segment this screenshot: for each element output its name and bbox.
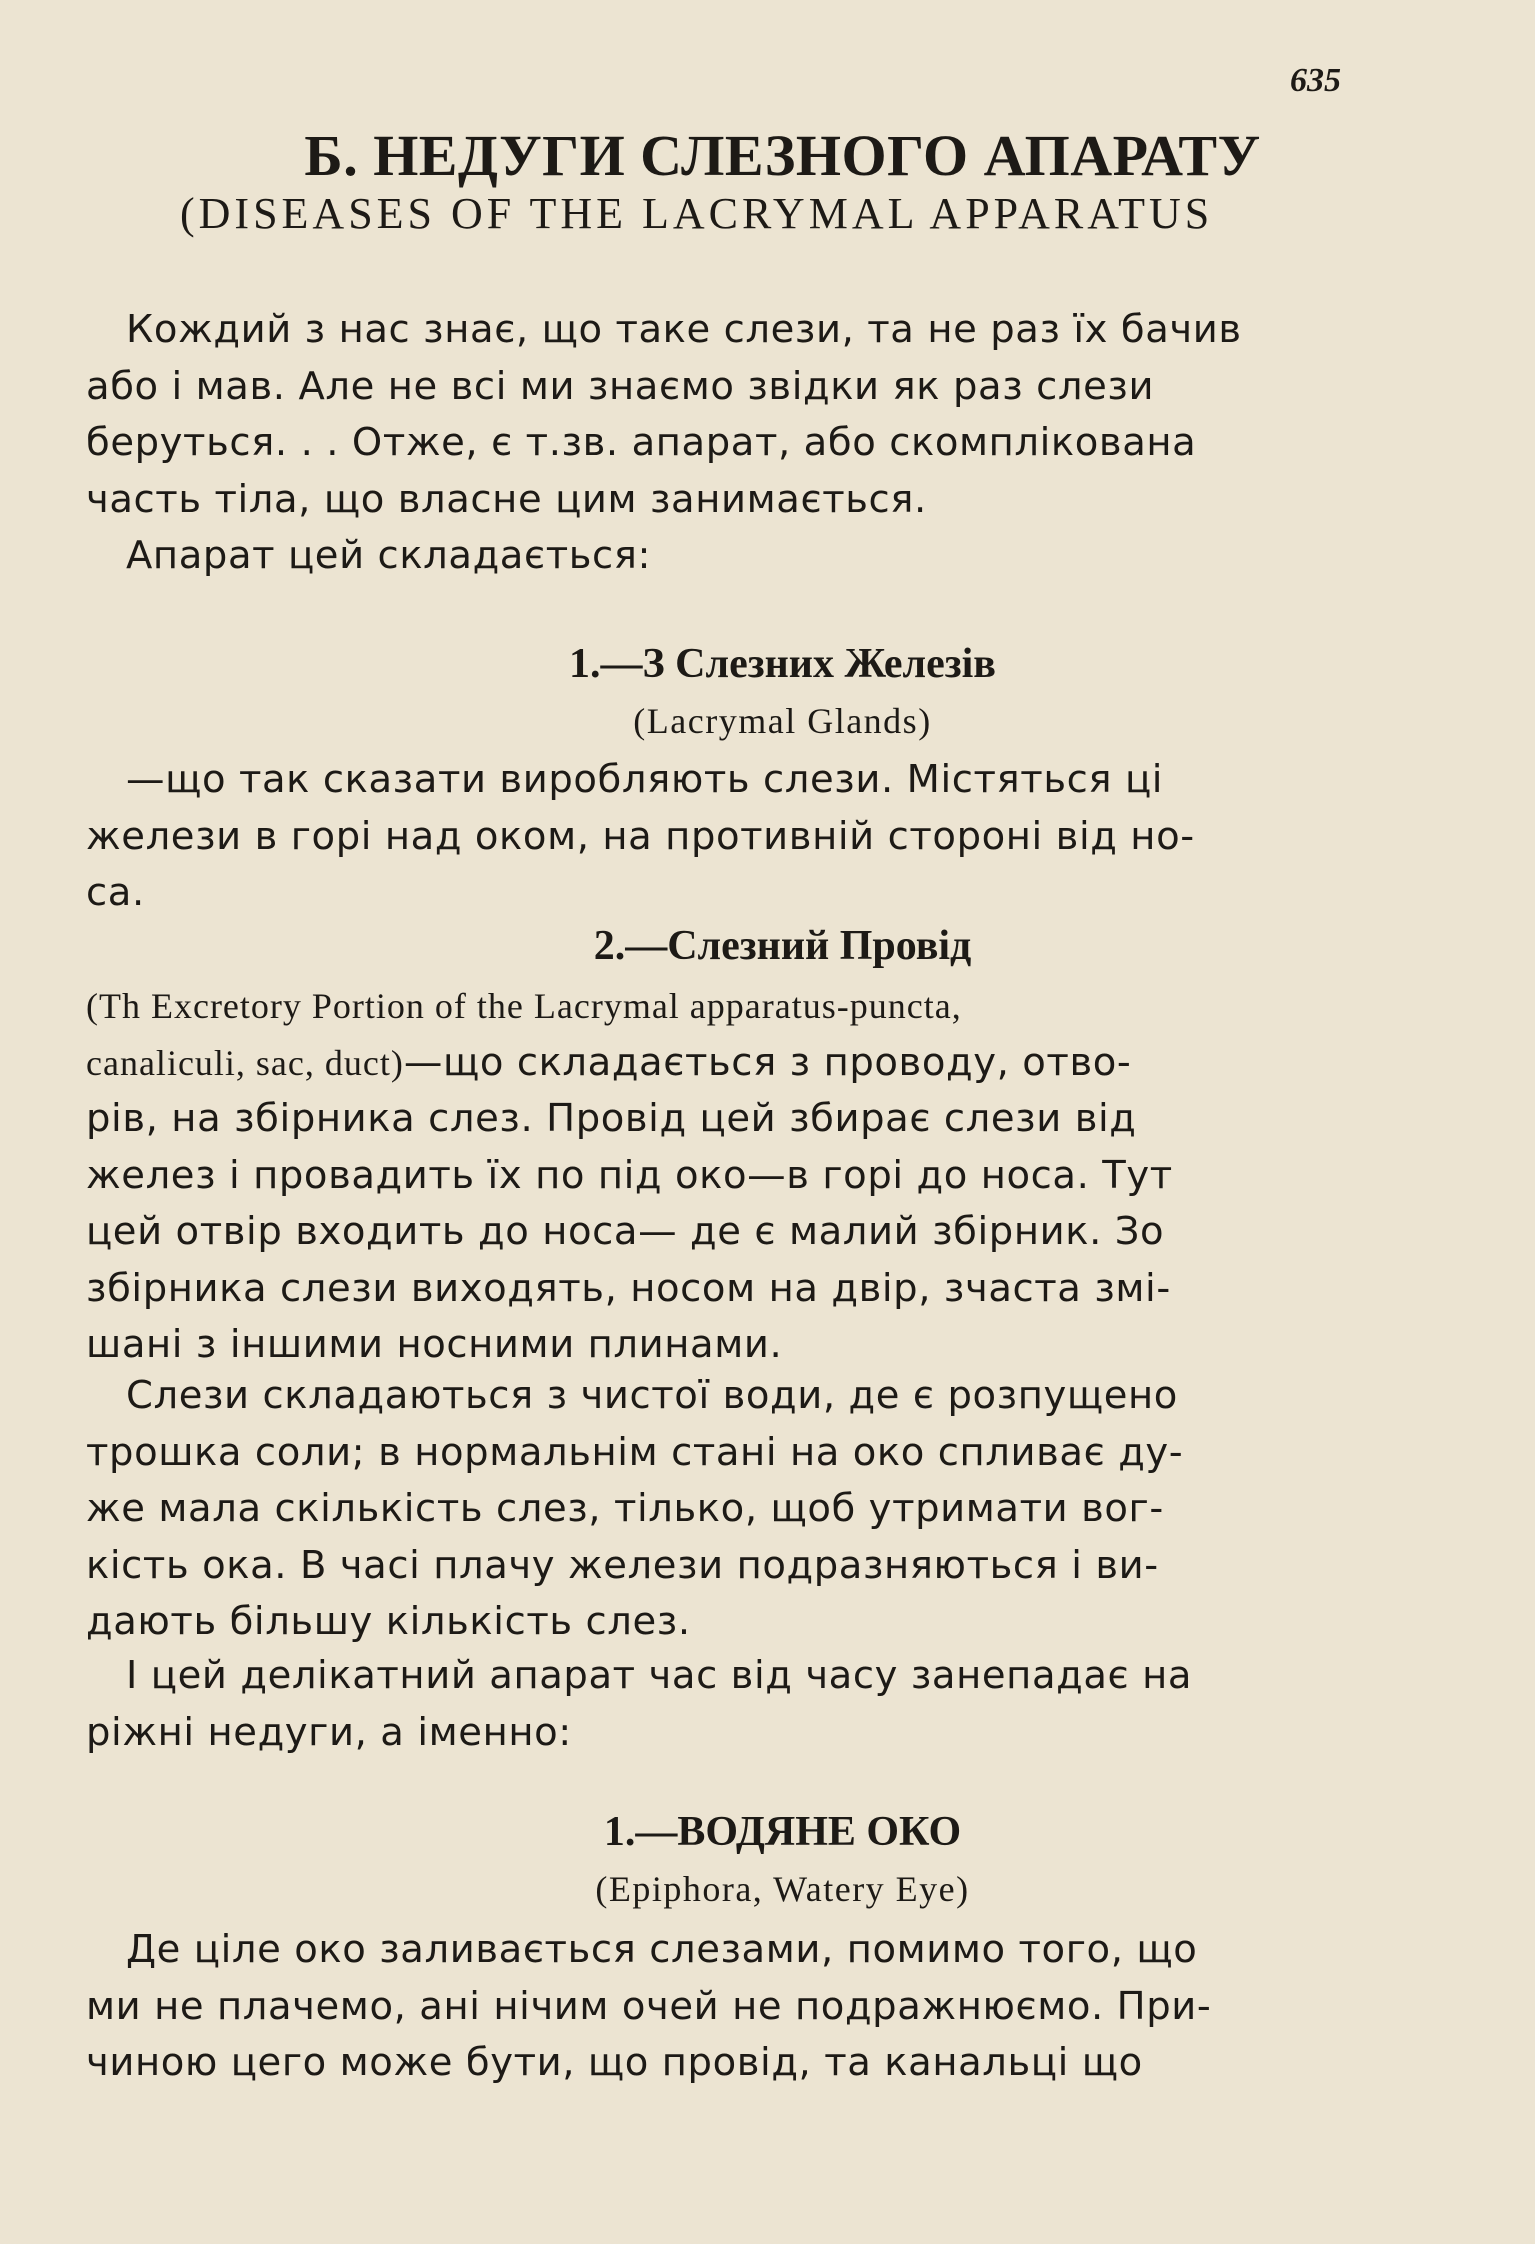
page-title: Б. НЕДУГИ СЛЕЗНОГО АПАРАТУ: [304, 123, 1261, 188]
latin-line: (Th Excretory Portion of the Lacrymal apparatus-puncta,: [86, 986, 962, 1026]
text-line: Кождий з нас знає, що таке слези, та не раз їх бачив: [126, 307, 1242, 352]
text-line: желези в горі над оком, на противній стороні від но-: [86, 813, 1195, 859]
section3-paragraph: [86, 1922, 1336, 2092]
section1-paragraph: [86, 752, 1336, 922]
page-subtitle: (DISEASES OF THE LACRYMAL APPARATUS: [180, 189, 1214, 238]
text-line: же мала скількість слез, тілько, щоб утримати вог-: [86, 1486, 1164, 1531]
intro-paragraph: [86, 302, 1336, 585]
text-line: Де ціле око заливається слезами, помимо того, що: [126, 1927, 1198, 1972]
section-heading-watery-eye: 1.—ВОДЯНЕ ОКО: [603, 1809, 962, 1855]
text-line: са.: [86, 870, 145, 915]
section-heading-lacrymal-duct: 2.—Слезний Провід: [593, 923, 972, 969]
text-line: —що так сказати виробляють слези. Містяться ці: [126, 757, 1164, 802]
text-line: Слези складаються з чистої води, де є розпущено: [126, 1373, 1178, 1418]
text-line: желез і провадить їх по під око—в горі до носа. Тут: [86, 1152, 1173, 1198]
text-line: збірника слези виходять, носом на двір, зчаста змі-: [86, 1265, 1171, 1311]
disease-paragraph: [86, 1648, 1336, 1761]
text-line: чиною цего може бути, що провід, та канальці що: [86, 2040, 1143, 2085]
text-line: дають більшу кількість слез.: [86, 1599, 691, 1644]
section2-paragraph: [86, 978, 1336, 1374]
section-heading-lacrymal-glands: 1.—З Слезних Железів: [569, 641, 996, 687]
text-line: шані з іншими носними плинами.: [86, 1322, 783, 1367]
text-line: кість ока. В часі плачу желези подразняються і ви-: [86, 1542, 1159, 1588]
tears-paragraph: [86, 1368, 1336, 1651]
text-line: цей отвір входить до носа— де є малий збірник. Зо: [86, 1209, 1165, 1254]
text-line: часть тіла, що власне цим занимається.: [86, 476, 927, 522]
text-line: —що складається з проводу, отво-: [403, 1039, 1132, 1085]
text-line: Апарат цей складається:: [126, 533, 652, 578]
text-line: трошка соли; в нормальнім стані на око спливає ду-: [86, 1429, 1184, 1475]
page-number: 635: [1290, 62, 1341, 99]
text-line: ріжні недуги, а іменно:: [86, 1709, 572, 1755]
section-latin-watery-eye: (Epiphora, Watery Eye): [595, 1869, 970, 1909]
text-line: рів, на збірника слез. Провід цей збирає слези від: [86, 1096, 1137, 1141]
text-line: беруться. . . Отже, є т.зв. апарат, або скомплікована: [86, 420, 1197, 465]
text-line: ми не плачемо, ані нічим очей не подражнюємо. При-: [86, 1983, 1212, 2029]
text-line: І цей делікатний апарат час від часу занепадає на: [126, 1653, 1193, 1698]
text-line: або і мав. Але не всі ми знаємо звідки як раз слези: [86, 363, 1155, 409]
section-latin-lacrymal-glands: (Lacrymal Glands): [633, 701, 932, 741]
latin-line: canaliculi, sac, duct): [86, 1042, 404, 1083]
